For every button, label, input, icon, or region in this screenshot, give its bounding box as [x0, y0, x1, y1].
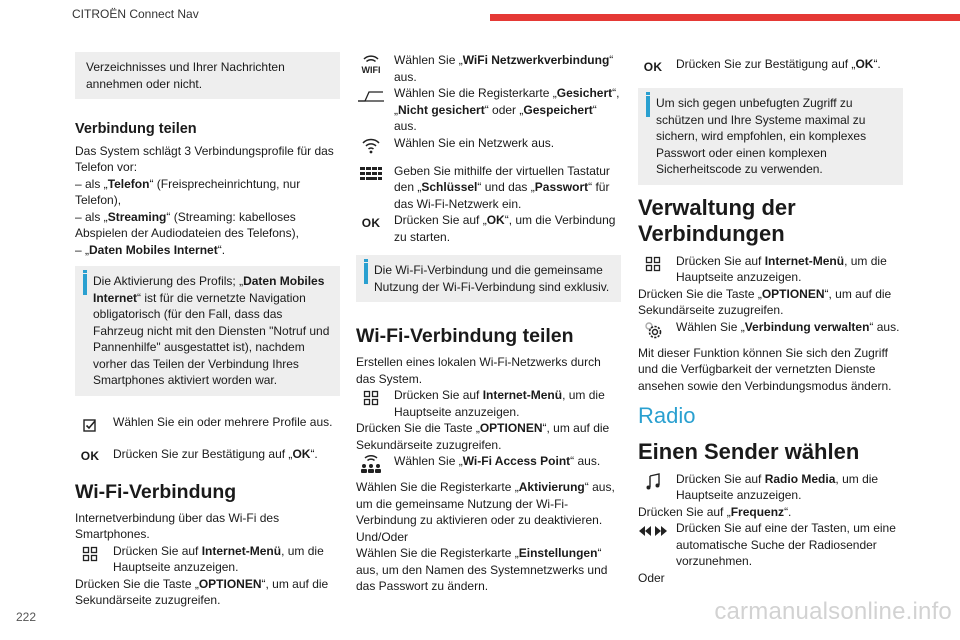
step-keyboard: Geben Sie mithilfe der virtuellen Tastatur den „Schlüssel“ und das „Passwort“ für das Wi-Fi-Netzwerk ein. — [356, 163, 621, 213]
step-internet-menu: Drücken Sie auf Internet-Menü, um die Hauptseite anzuzeigen. — [356, 387, 621, 420]
header-accent-bar — [490, 14, 960, 21]
page-number: 222 — [16, 610, 37, 624]
step-access-point: Wählen Sie „Wi-Fi Access Point“ aus. — [356, 453, 621, 471]
ok-icon: OK — [361, 215, 381, 230]
step-profiles: Wählen Sie ein oder mehrere Profile aus. — [75, 414, 340, 432]
tab-icon — [356, 86, 386, 106]
info-box: Um sich gegen unbefugten Zugriff zu schützen und Ihre Systeme maximal zu sichern, wird empfohlen, ein komplexes Passwort oder einen komplexen Sicherheitscode zu verwenden. — [638, 88, 903, 185]
running-header: CITROËN Connect Nav — [72, 7, 199, 21]
list-item: – „Daten Mobiles Internet“. — [75, 242, 226, 257]
ok-icon: OK — [80, 449, 100, 464]
heading-wifi-teilen: Wi-Fi-Verbindung teilen — [356, 325, 574, 347]
step-network: Wählen Sie ein Netzwerk aus. — [356, 135, 621, 153]
checklist-icon — [75, 415, 105, 435]
grid-menu-icon — [638, 254, 668, 274]
step-seek: Drücken Sie auf eine der Tasten, um eine automatische Suche der Radiosender vorzunehmen. — [638, 520, 903, 570]
music-note-icon — [638, 472, 668, 492]
heading-verbindung-teilen: Verbindung teilen — [75, 121, 197, 137]
svg-text:WIFI: WIFI — [361, 65, 381, 74]
heading-verwaltung: Verwaltung der Verbindungen — [638, 194, 796, 246]
watermark: carmanualsonline.info — [714, 598, 952, 625]
access-point-icon — [356, 454, 386, 474]
gear-icon — [638, 320, 668, 340]
step-manage-connection: Wählen Sie „Verbindung verwalten“ aus. — [638, 319, 903, 337]
info-icon — [646, 96, 650, 117]
grid-menu-icon — [75, 544, 105, 564]
list-item: – als „Telefon“ (Freisprecheinrichtung, nur Telefon), — [75, 176, 301, 207]
step-tab: Wählen Sie die Registerkarte „Gesichert“, „Nicht gesichert“ oder „Gespeichert“ aus. — [356, 85, 621, 135]
keyboard-icon — [356, 164, 386, 184]
column-2: WIFI Wählen Sie „WiFi Netzwerkverbindung“ aus. Wählen Sie die Registerkarte „Gesichert“, „Nicht gesichert“ oder „Gespeichert“ aus. Wählen Sie ein Netzwerk aus. Geben Sie mithilfe der virtuellen Tastatur den „Schlüssel“ und das „Passwort“ für das Wi-Fi-Netzwerk ein. OK Drücken Sie auf „OK“, um die Verbindung zu starten. Die Wi-Fi-Verbindung und die gemeinsame Nutzung der Wi-Fi-Verbindung sind exklusiv. Wi-Fi-Verbindung teilen Erstellen eines lokalen Wi-Fi-Netzwerks durch das System. Drücken Sie auf Internet-Menü, um die Hauptseite anzuzeigen. Drücken Sie die Taste „OPTIONEN“, um auf die Sekundärseite zuzugreifen. Wählen Sie „Wi-Fi Access Point“ aus. Wählen Sie die Registerkarte „Aktivierung“ aus, um die gemeinsame Nutzung der Wi-Fi-Verbindung zu aktivieren oder zu deaktivieren. Und/Oder Wählen Sie die Registerkarte „Einstellungen“ aus, um den Namen des Systemnetzwerks und das Passwort zu ändern. — [356, 53, 620, 593]
step-ok: OK Drücken Sie zur Bestätigung auf „OK“. — [638, 56, 903, 74]
column-3: OK Drücken Sie zur Bestätigung auf „OK“. Um sich gegen unbefugten Zugriff zu schützen und Ihre Systeme maximal zu sichern, wird empfohlen, ein komplexes Passwort oder einen komplexen Sicherheitscode zu verwenden. Verwaltung der Verbindungen Drücken Sie auf Internet-Menü, um die Hauptseite anzuzeigen. Drücken Sie die Taste „OPTIONEN“, um auf die Sekundärseite zuzugreifen. Wählen Sie „Verbindung verwalten“ aus. Mit dieser Funktion können Sie sich den Zugriff und die Verfügbarkeit der vernetzten Dienste ansehen sowie den Verbindungsmodus ändern. Radio Einen Sender wählen Drücken Sie auf Radio Media, um die Hauptseite anzuzeigen. Drücken Sie auf „Frequenz“. Drücken Sie auf eine der Tasten, um eine automatische Suche der Radiosender vorzunehmen. Oder — [638, 52, 903, 586]
column-1: Verzeichnisses und Ihrer Nachrichten annehmen oder nicht. Verbindung teilen Das System schlägt 3 Verbindungsprofile für das Telefon vor: – als „Telefon“ (Freisprecheinrichtung, nur Telefon), – als „Streaming“ (Streaming: kabelloses Abspielen der Audiodateien des Telefons), – „Daten Mobiles Internet“. Die Aktivierung des Profils; „Daten Mobiles Internet“ ist für die vernetzte Navigation obligatorisch (für den Fall, dass das Fahrzeug nicht mit den Diensten "Notruf und Pannenhilfe" ausgestattet ist), nachdem vorher das Teilen der Verbindung Ihres Smartphones aktiviert worden war. Wählen Sie ein oder mehrere Profile aus. OK Drücken Sie zur Bestätigung auf „OK“. Wi-Fi-Verbindung Internetverbindung über das Wi-Fi des Smartphones. Drücken Sie auf Internet-Menü, um die Hauptseite anzuzeigen. Drücken Sie die Taste „OPTIONEN“, um auf die Sekundärseite zuzugreifen. — [75, 52, 340, 609]
note-box: Verzeichnisses und Ihrer Nachrichten annehmen oder nicht. — [75, 52, 340, 99]
step-radio-media: Drücken Sie auf Radio Media, um die Hauptseite anzuzeigen. — [638, 471, 903, 504]
info-icon — [83, 274, 87, 295]
step-ok: OK Drücken Sie zur Bestätigung auf „OK“. — [75, 446, 340, 464]
wifi-signal-icon — [356, 136, 386, 156]
grid-menu-icon — [356, 388, 386, 408]
heading-sender-waehlen: Einen Sender wählen — [638, 438, 860, 464]
info-box: Die Aktivierung des Profils; „Daten Mobiles Internet“ ist für die vernetzte Navigation obligatorisch (für den Fall, dass das Fahrzeug nicht mit den Diensten "Notruf und Pannenhilfe" ausgestattet ist), nachdem vorher das Teilen der Verbindung Ihres Smartphones aktiviert worden war. — [75, 266, 340, 396]
info-box: Die Wi-Fi-Verbindung und die gemeinsame Nutzung der Wi-Fi-Verbindung sind exklusiv. — [356, 255, 621, 302]
step-internet-menu: Drücken Sie auf Internet-Menü, um die Hauptseite anzuzeigen. — [75, 543, 340, 576]
ok-icon: OK — [643, 59, 663, 74]
step-ok-connect: OK Drücken Sie auf „OK“, um die Verbindung zu starten. — [356, 212, 621, 245]
info-icon — [364, 263, 368, 284]
heading-radio: Radio — [638, 403, 696, 428]
seek-arrows-icon — [638, 521, 668, 541]
step-wifi-network: WIFI Wählen Sie „WiFi Netzwerkverbindung“ aus. — [356, 52, 621, 85]
list-item: – als „Streaming“ (Streaming: kabelloses Abspielen der Audiodateien des Telefons), — [75, 209, 299, 240]
heading-wifi-verbindung: Wi-Fi-Verbindung — [75, 480, 237, 503]
wifi-icon — [356, 53, 386, 73]
step-internet-menu: Drücken Sie auf Internet-Menü, um die Hauptseite anzuzeigen. — [638, 253, 903, 286]
